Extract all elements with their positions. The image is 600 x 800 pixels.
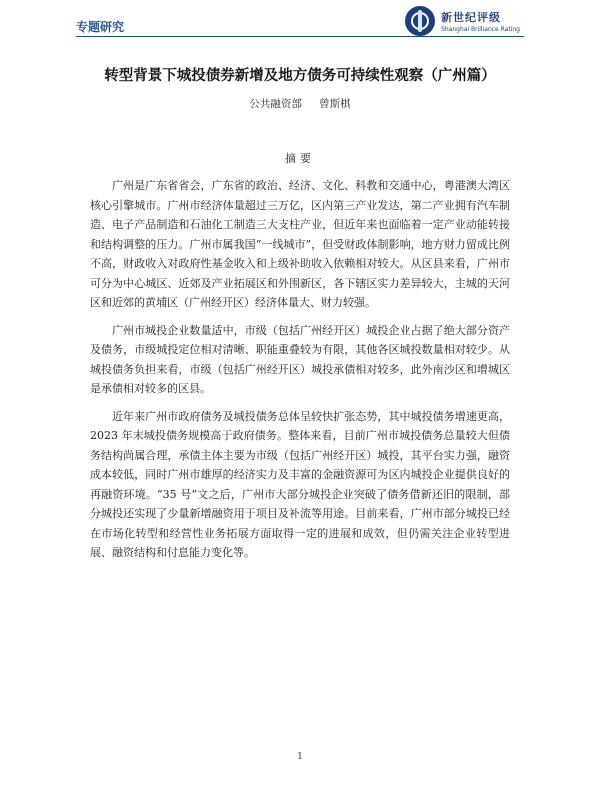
abstract-body	[90, 176, 510, 571]
abstract-paragraph: 近年来广州市政府债务及城投债务总体呈较快扩张态势，其中城投债务增速更高，2023 年末城投债务规模高于政府债务。整体来看，目前广州市城投债务总量较大但债务结构尚属合理，承债主体主要为市级（包括广州经开区）城投，其平台实力强，融资成本较低，同时广州市雄厚的经济实力及丰富的金融资源可为区内城投企业提供良好的再融资环境。“35 号”文之后，广州市大部分城投企业突破了债务借新还旧的限制，部分城投还实现了少量新增融资用于项目及补流等用途。目前来看，广州市部分城投已经在市场化转型和经营性业务拓展方面取得一定的进展和成效，但仍需关注企业转型进展、融资结构和付息能力变化等。	[90, 409, 510, 559]
logo-emblem-icon	[405, 6, 435, 36]
page-header	[0, 0, 600, 44]
abstract-paragraph: 广州市城投企业数量适中，市级（包括广州经开区）城投企业占据了绝大部分资产及债务，市级城投定位相对清晰、职能重叠较为有限，其他各区城投数量相对较少。从城投债务负担来看，市级（包括广州经开区）城投承债相对较多，此外南沙区和增城区是承债相对较多的区县。	[90, 323, 510, 395]
page-number: 1	[297, 752, 303, 762]
abstract-paragraph: 广州是广东省省会，广东省的政治、经济、文化、科教和交通中心，粤港澳大湾区核心引擎城市。广州市经济体量超过三万亿，区内第三产业发达，第二产业拥有汽车制造、电子产品制造和石油化工制造三大支柱产业，但近年来也面临着一定产业动能转接和结构调整的压力。广州市属我国“一线城市”，但受财政体制影响，地方财力留成比例不高，财政收入对政府性基金收入和上级补助收入依赖相对较大。从区县来看，广州市可分为中心城区、近郊及产业拓展区和外围新区，各下辖区实力差异较大，主城的天河区和近郊的黄埔区（广州经开区）经济体量大、财力较强。	[90, 179, 510, 309]
brand-logo	[405, 6, 520, 36]
logo-name-cn: 新世纪评级	[441, 11, 502, 24]
abstract-heading: 摘要	[285, 152, 315, 165]
author-name: 曾斯棋	[319, 98, 351, 110]
authors-line	[0, 96, 600, 111]
logo-text	[441, 9, 520, 33]
author-department: 公共融资部	[249, 98, 302, 110]
section-tag: 专题研究	[76, 20, 125, 34]
header-divider	[76, 36, 524, 37]
logo-name-en: Shanghai Brilliance Rating	[441, 26, 520, 33]
document-title: 转型背景下城投债券新增及地方债务可持续性观察（广州篇）	[104, 68, 496, 84]
